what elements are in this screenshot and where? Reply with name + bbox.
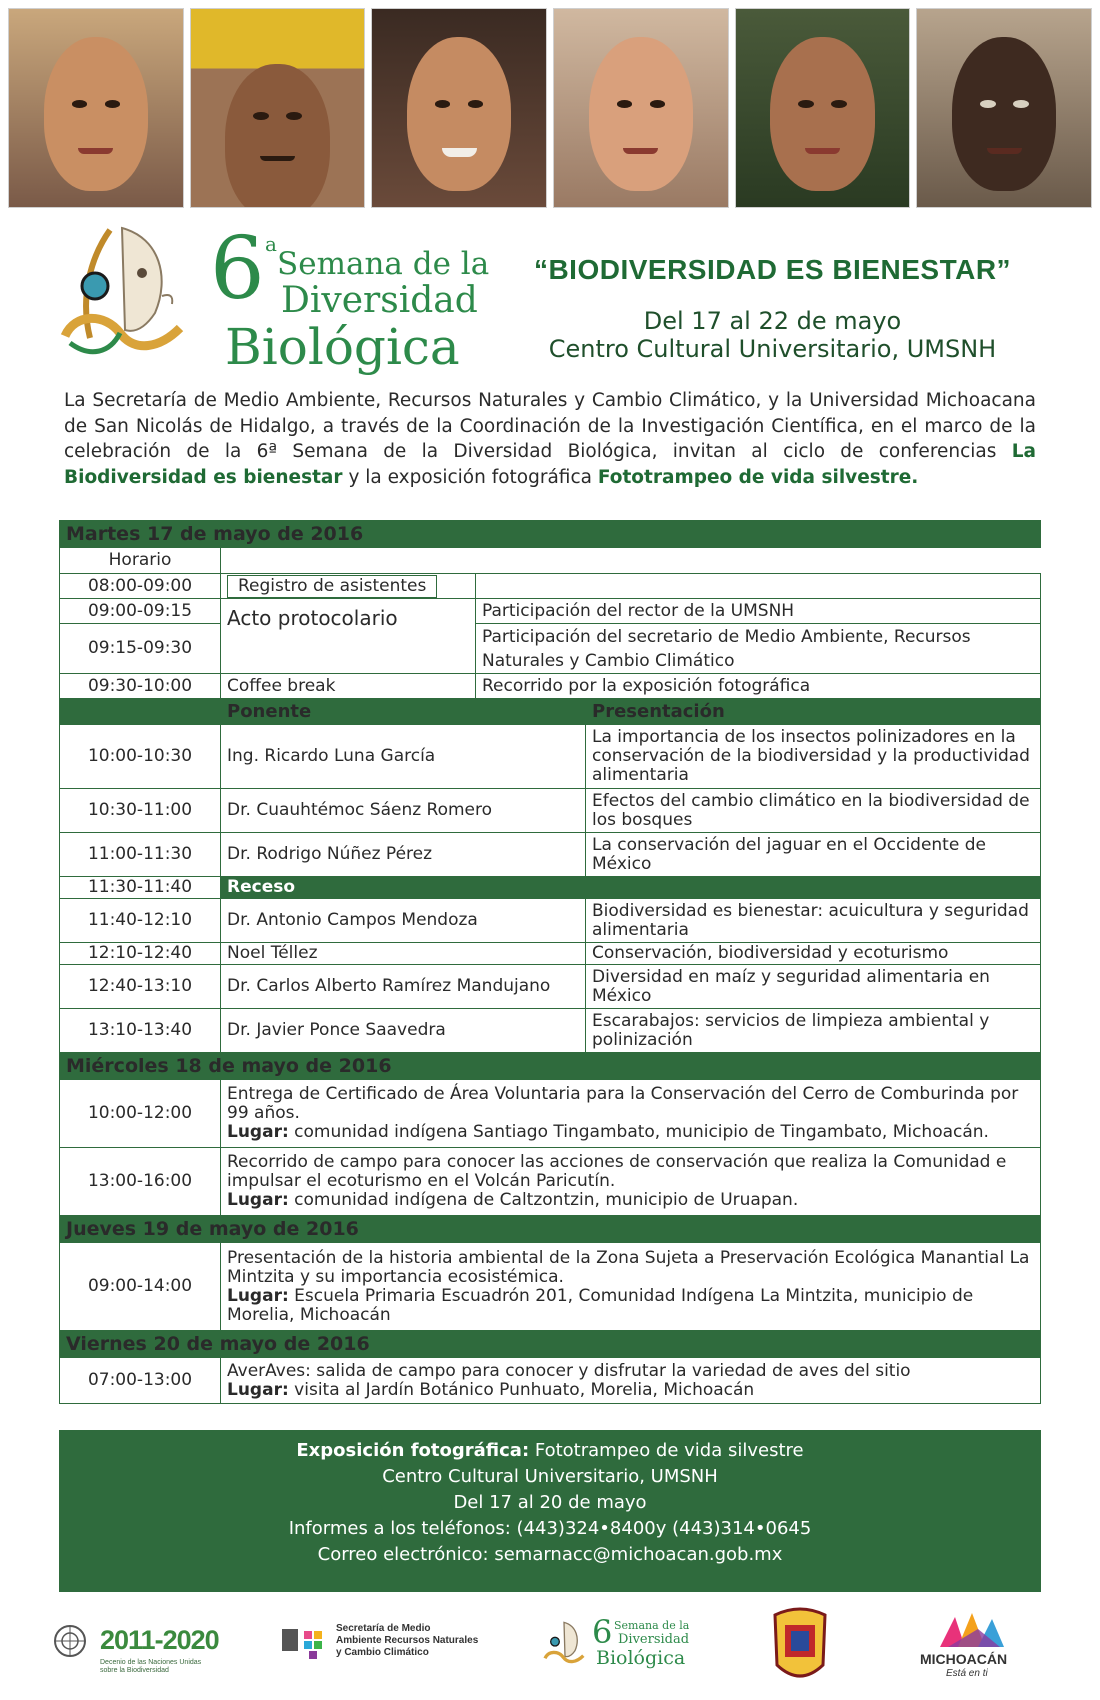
table-row: [60, 1358, 1041, 1404]
speaker-cell: Noel Téllez: [221, 943, 586, 965]
time-cell: 09:00-14:00: [60, 1243, 221, 1331]
portrait-photo-elder-man: [916, 8, 1092, 208]
time-cell: 13:10-13:40: [60, 1009, 221, 1053]
event-description: Recorrido de campo para conocer las acciones de conservación que realiza la Comunidad e impulsar el ecoturismo en el Volcán Paricutín.: [227, 1152, 1007, 1191]
title-number: 6: [210, 219, 265, 319]
table-row: [60, 833, 1041, 877]
table-row: [60, 1009, 1041, 1053]
talk-title-cell: Escarabajos: servicios de limpieza ambiental y polinización: [586, 1009, 1041, 1053]
portrait-photo-young-man: [553, 8, 729, 208]
day-header-friday: Viernes 20 de mayo de 2016: [60, 1331, 1041, 1358]
event-cell: [221, 1080, 1041, 1148]
day-header-thursday: Jueves 19 de mayo de 2016: [60, 1216, 1041, 1243]
secretaria-line-3: y Cambio Climático: [336, 1647, 429, 1658]
contact-email: Correo electrónico: semarnacc@michoacan.gob.mx: [317, 1544, 783, 1565]
event-place-text: Escuela Primaria Escuadrón 201, Comunidad Indígena La Mintzita, municipio de Morelia, Michoacán: [227, 1285, 974, 1325]
small-title-line-3: Biológica: [596, 1647, 686, 1669]
event-place: [227, 1381, 1034, 1400]
detail-cell: Participación del secretario de Medio Ambiente, Recursos Naturales y Cambio Climático: [476, 624, 1041, 674]
event-place-text: comunidad indígena de Caltzontzin, municipio de Uruapan.: [294, 1190, 799, 1210]
header-empty: [221, 548, 1041, 574]
portrait-photo-strip: [8, 8, 1092, 206]
sponsor-logos: [50, 1605, 1050, 1690]
portrait-photo-young-woman: [735, 8, 911, 208]
break-cell: Receso: [221, 877, 1041, 899]
secretaria-emblem-icon: [280, 1625, 330, 1669]
horario-label: Horario: [60, 548, 221, 574]
table-row: [60, 943, 1041, 965]
speaker-cell: Dr. Javier Ponce Saavedra: [221, 1009, 586, 1053]
event-mask-logo: [50, 218, 200, 368]
table-row: [60, 674, 1041, 699]
table-row: [60, 599, 1041, 624]
talk-title-cell: La conservación del jaguar en el Occidente de México: [586, 833, 1041, 877]
portrait-photo-turban-man: [190, 8, 366, 208]
portrait-photo-smiling-woman: [371, 8, 547, 208]
lugar-label: Lugar:: [227, 1190, 289, 1210]
exhibition-venue: Centro Cultural Universitario, UMSNH: [382, 1466, 718, 1487]
portrait-photo-girl: [8, 8, 184, 208]
intro-text-middle: y la exposición fotográfica: [348, 466, 592, 488]
table-row: [60, 1080, 1041, 1148]
small-title-number: 6: [592, 1613, 613, 1651]
table-row: [60, 574, 1041, 599]
talk-title-cell: Conservación, biodiversidad y ecoturismo: [586, 943, 1041, 965]
event-date-range: Del 17 al 22 de mayo: [643, 307, 902, 335]
time-cell: 10:00-10:30: [60, 725, 221, 789]
speaker-cell: Dr. Rodrigo Núñez Pérez: [221, 833, 586, 877]
intro-paragraph: [64, 388, 1036, 490]
secretaria-line-2: Ambiente Recursos Naturales: [336, 1635, 479, 1646]
table-row: [60, 789, 1041, 833]
event-place: [227, 1123, 1034, 1142]
time-cell: 10:30-11:00: [60, 789, 221, 833]
michoacan-star-icon: [930, 1609, 1010, 1649]
time-cell: 10:00-12:00: [60, 1080, 221, 1148]
secretaria-line-1: Secretaría de Medio: [336, 1623, 431, 1634]
michoacan-name: MICHOACÁN: [920, 1651, 1008, 1667]
time-cell: 11:40-12:10: [60, 899, 221, 943]
speaker-cell: Dr. Carlos Alberto Ramírez Mandujano: [221, 965, 586, 1009]
talk-title-cell: Efectos del cambio climático en la biodiversidad de los bosques: [586, 789, 1041, 833]
speaker-cell: Dr. Antonio Campos Mendoza: [221, 899, 586, 943]
title-line-2: Diversidad: [281, 280, 478, 321]
event-cell: [221, 1243, 1041, 1331]
secretaria-logo: [336, 1605, 506, 1685]
event-cell: [221, 1358, 1041, 1404]
event-mask-small-icon: [540, 1619, 590, 1669]
speaker-cell: Ing. Ricardo Luna García: [221, 725, 586, 789]
table-row: [60, 899, 1041, 943]
activity-cell: Acto protocolario: [221, 599, 476, 674]
day-header-wednesday: Miércoles 18 de mayo de 2016: [60, 1053, 1041, 1080]
event-cell: [221, 1148, 1041, 1216]
exhibition-line: [59, 1438, 1041, 1464]
activity-label: Registro de asistentes: [227, 575, 437, 598]
event-small-logo: [540, 1605, 710, 1685]
small-title-line-2: Diversidad: [618, 1632, 690, 1647]
talk-title-cell: La importancia de los insectos polinizadores en la conservación de la biodiversidad y la productividad alimentaria: [586, 725, 1041, 789]
detail-cell: [476, 574, 1041, 599]
exhibition-info-box: [59, 1430, 1041, 1592]
table-row: [60, 624, 1041, 674]
time-cell: 11:00-11:30: [60, 833, 221, 877]
event-description: Entrega de Certificado de Área Voluntaria para la Conservación del Cerro de Comburinda por 99 años.: [227, 1084, 1019, 1123]
intro-text: La Secretaría de Medio Ambiente, Recursos Naturales y Cambio Climático, y la Universidad Michoacana de San Nicolás de Hidalgo, a través de la Coordinación de la Investigación Científica, en el marco de la celebración de la 6ª Semana de la Diversidad Biológica, invitan al ciclo de conferencias: [64, 390, 1036, 462]
activity-cell: Coffee break: [221, 674, 476, 699]
talk-title-cell: Biodiversidad es bienestar: acuicultura y seguridad alimentaria: [586, 899, 1041, 943]
un-emblem-icon: [52, 1623, 88, 1659]
talk-title-cell: Diversidad en maíz y seguridad alimentaria en México: [586, 965, 1041, 1009]
exhibition-label: Exposición fotográfica:: [296, 1440, 530, 1461]
day-header-tuesday: Martes 17 de mayo de 2016: [60, 521, 1041, 548]
time-cell: 13:00-16:00: [60, 1148, 221, 1216]
contact-phones: Informes a los teléfonos: (443)324•8400y (443)314•0645: [288, 1518, 812, 1539]
time-cell: 11:30-11:40: [60, 877, 221, 899]
event-dates-venue: [500, 307, 1045, 363]
title-line-3: Biológica: [225, 318, 460, 376]
small-title-line-1: Semana de la: [614, 1619, 690, 1632]
event-venue: Centro Cultural Universitario, UMSNH: [548, 335, 997, 363]
time-cell: 12:10-12:40: [60, 943, 221, 965]
time-cell: 09:30-10:00: [60, 674, 221, 699]
lugar-label: Lugar:: [227, 1285, 289, 1306]
table-row: [60, 877, 1041, 899]
decade-years: 2011-2020: [100, 1625, 219, 1655]
michoacan-coat-of-arms-icon: [765, 1605, 835, 1687]
decade-caption: Decenio de las Naciones Unidas sobre la Biodiversidad: [100, 1659, 202, 1674]
biodiversity-decade-logo: [100, 1605, 270, 1685]
table-row: [60, 725, 1041, 789]
detail-cell: Participación del rector de la UMSNH: [476, 599, 1041, 624]
event-description: AverAves: salida de campo para conocer y disfrutar la variedad de aves del sitio: [227, 1360, 911, 1381]
title-superscript: a: [265, 232, 277, 256]
event-slogan: “BIODIVERSIDAD ES BIENESTAR”: [533, 254, 1012, 285]
intro-conference-name: La Biodiversidad es bienestar: [64, 441, 1036, 488]
event-title: [205, 219, 490, 376]
ponente-header: Ponente: [221, 699, 586, 725]
michoacan-tagline: Está en ti: [946, 1668, 988, 1679]
event-description: Presentación de la historia ambiental de la Zona Sujeta a Preservación Ecológica Manantial La Mintzita y su importancia ecosistémica.: [227, 1247, 1030, 1287]
event-place-text: comunidad indígena Santiago Tingambato, municipio de Tingambato, Michoacán.: [294, 1122, 989, 1142]
talks-header-empty: [60, 699, 221, 725]
event-place: [227, 1191, 1034, 1210]
activity-cell: [221, 574, 476, 599]
time-cell: 09:00-09:15: [60, 599, 221, 624]
lugar-label: Lugar:: [227, 1122, 289, 1142]
speaker-cell: Dr. Cuauhtémoc Sáenz Romero: [221, 789, 586, 833]
table-row: [60, 1148, 1041, 1216]
schedule-table: [59, 520, 1041, 1404]
time-cell: 08:00-09:00: [60, 574, 221, 599]
time-cell: 07:00-13:00: [60, 1358, 221, 1404]
title-line-1: Semana de la: [277, 246, 490, 282]
lugar-label: Lugar:: [227, 1379, 289, 1400]
table-row: [60, 965, 1041, 1009]
time-cell: 12:40-13:10: [60, 965, 221, 1009]
event-place: [227, 1287, 1034, 1325]
presentacion-header: Presentación: [586, 699, 1041, 725]
exhibition-name: Fototrampeo de vida silvestre: [534, 1440, 804, 1461]
event-place-text: visita al Jardín Botánico Punhuato, Morelia, Michoacán: [294, 1379, 755, 1400]
table-row: [60, 1243, 1041, 1331]
intro-exhibition-name: Fototrampeo de vida silvestre.: [597, 466, 919, 488]
michoacan-logo: [920, 1605, 1030, 1685]
talks-header-row: [60, 699, 1041, 725]
exhibition-dates: Del 17 al 20 de mayo: [453, 1492, 647, 1513]
detail-cell: Recorrido por la exposición fotográfica: [476, 674, 1041, 699]
time-cell: 09:15-09:30: [60, 624, 221, 674]
